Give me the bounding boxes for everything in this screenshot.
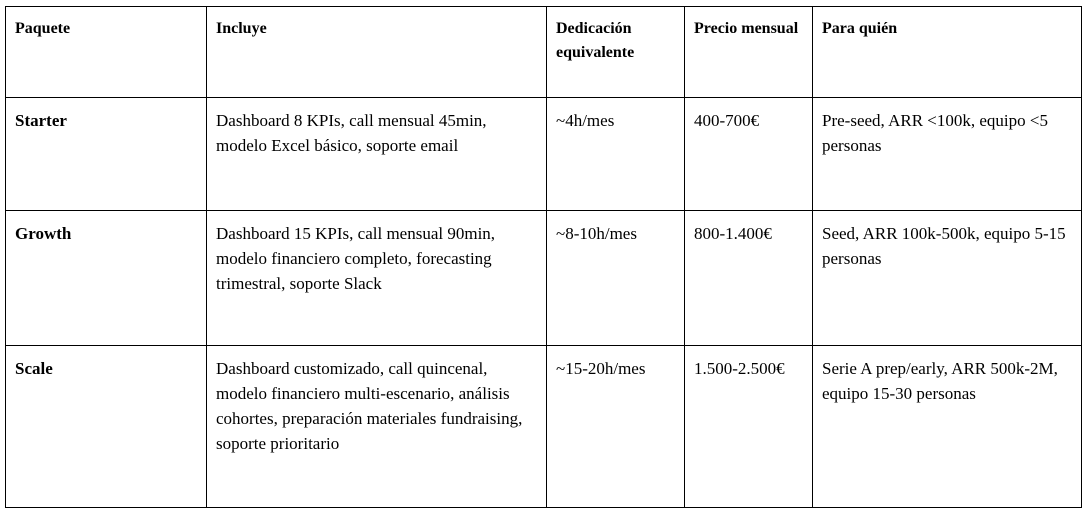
header-incluye: Incluye	[207, 7, 547, 98]
cell-paquete: Growth	[6, 211, 207, 346]
cell-incluye: Dashboard 8 KPIs, call mensual 45min, modelo Excel básico, soporte email	[207, 98, 547, 211]
cell-paquete: Starter	[6, 98, 207, 211]
header-para-quien: Para quién	[813, 7, 1082, 98]
header-paquete: Paquete	[6, 7, 207, 98]
cell-paquete: Scale	[6, 346, 207, 508]
table-header-row	[6, 7, 1082, 98]
cell-para-quien: Serie A prep/early, ARR 500k-2M, equipo 15-30 personas	[813, 346, 1082, 508]
header-dedicacion: Dedicación equivalente	[547, 7, 685, 98]
table-row-starter	[6, 98, 1082, 211]
table-row-growth	[6, 211, 1082, 346]
cell-dedicacion: ~4h/mes	[547, 98, 685, 211]
pricing-table	[5, 6, 1082, 508]
header-precio: Precio mensual	[685, 7, 813, 98]
cell-dedicacion: ~15-20h/mes	[547, 346, 685, 508]
cell-dedicacion: ~8-10h/mes	[547, 211, 685, 346]
cell-precio: 1.500-2.500€	[685, 346, 813, 508]
cell-para-quien: Seed, ARR 100k-500k, equipo 5-15 personas	[813, 211, 1082, 346]
cell-para-quien: Pre-seed, ARR <100k, equipo <5 personas	[813, 98, 1082, 211]
cell-incluye: Dashboard 15 KPIs, call mensual 90min, modelo financiero completo, forecasting trimestral, soporte Slack	[207, 211, 547, 346]
cell-incluye: Dashboard customizado, call quincenal, modelo financiero multi-escenario, análisis cohortes, preparación materiales fundraising, soporte prioritario	[207, 346, 547, 508]
cell-precio: 800-1.400€	[685, 211, 813, 346]
cell-precio: 400-700€	[685, 98, 813, 211]
table-row-scale	[6, 346, 1082, 508]
